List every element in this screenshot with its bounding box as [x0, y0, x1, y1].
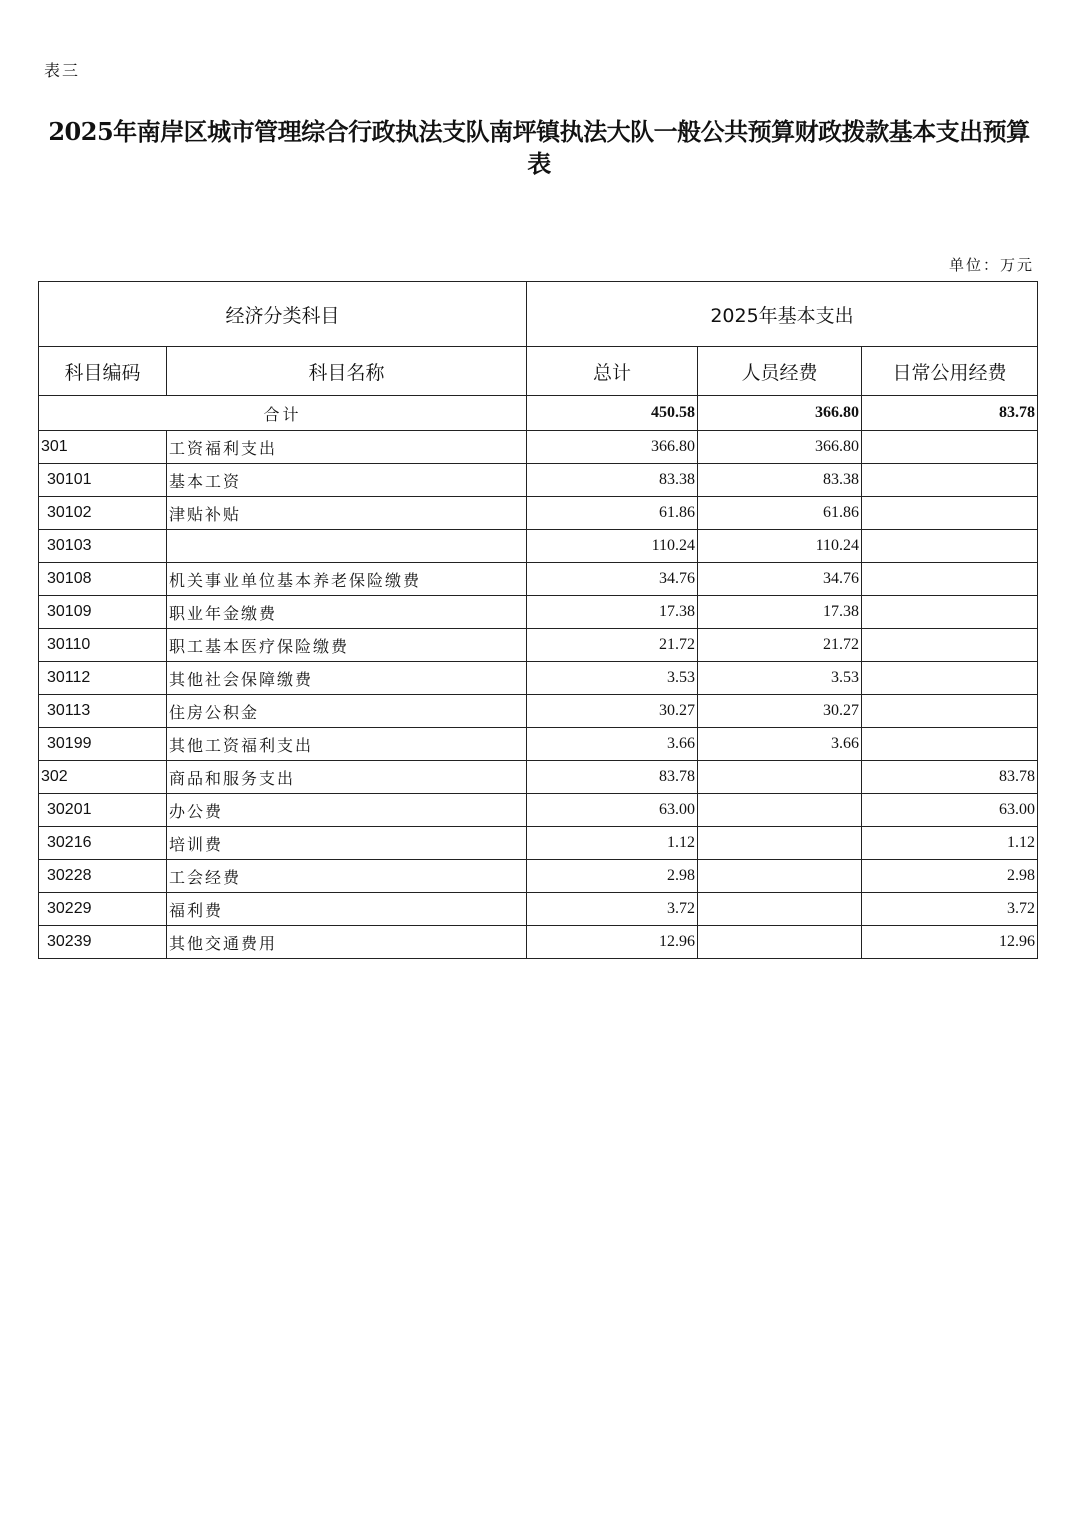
total-cell: 12.96: [527, 926, 698, 959]
public-expense-cell: [862, 530, 1038, 563]
subject-name-cell: 其他社会保障缴费: [167, 662, 527, 695]
document-title: 2025年南岸区城市管理综合行政执法支队南坪镇执法大队一般公共预算财政拨款基本支出预算表: [48, 117, 1030, 178]
public-expense-cell: 12.96: [862, 926, 1038, 959]
table-row: [39, 596, 1038, 629]
subject-name-cell: [167, 530, 527, 563]
table-number-label: 表三: [44, 61, 81, 80]
table-row: [39, 761, 1038, 794]
total-cell: 61.86: [527, 497, 698, 530]
header-subject-name: 科目名称: [167, 347, 527, 396]
subject-code-cell: 302: [39, 761, 167, 794]
public-expense-cell: [862, 497, 1038, 530]
subject-code-cell: 30229: [39, 893, 167, 926]
personnel-expense-cell: 61.86: [698, 497, 862, 530]
total-cell: 21.72: [527, 629, 698, 662]
personnel-expense-cell: 366.80: [698, 431, 862, 464]
personnel-expense-cell: 3.66: [698, 728, 862, 761]
table-row: [39, 464, 1038, 497]
public-expense-cell: 2.98: [862, 860, 1038, 893]
subject-code-cell: 30112: [39, 662, 167, 695]
total-sum: 450.58: [527, 396, 698, 431]
personnel-expense-cell: 21.72: [698, 629, 862, 662]
personnel-expense-cell: [698, 860, 862, 893]
public-expense-cell: [862, 563, 1038, 596]
total-cell: 110.24: [527, 530, 698, 563]
public-expense-cell: 63.00: [862, 794, 1038, 827]
total-cell: 3.53: [527, 662, 698, 695]
table-row: [39, 893, 1038, 926]
table-row: [39, 662, 1038, 695]
unit-label: 单位：万元: [948, 256, 1034, 274]
public-expense-cell: [862, 695, 1038, 728]
subject-name-cell: 基本工资: [167, 464, 527, 497]
table-row: [39, 860, 1038, 893]
public-expense-cell: [862, 464, 1038, 497]
header-subject-code: 科目编码: [39, 347, 167, 396]
subject-code-cell: 30110: [39, 629, 167, 662]
public-expense-cell: 1.12: [862, 827, 1038, 860]
header-economic-classification: 经济分类科目: [39, 282, 527, 347]
total-cell: 83.38: [527, 464, 698, 497]
public-expense-cell: [862, 629, 1038, 662]
subject-code-cell: 30101: [39, 464, 167, 497]
public-expense-cell: [862, 431, 1038, 464]
total-personnel: 366.80: [698, 396, 862, 431]
personnel-expense-cell: [698, 827, 862, 860]
table-row: [39, 794, 1038, 827]
public-expense-cell: [862, 662, 1038, 695]
table-row: [39, 497, 1038, 530]
subject-code-cell: 30239: [39, 926, 167, 959]
subject-name-cell: 工资福利支出: [167, 431, 527, 464]
total-cell: 30.27: [527, 695, 698, 728]
subject-name-cell: 住房公积金: [167, 695, 527, 728]
subject-code-cell: 30199: [39, 728, 167, 761]
table-row: [39, 563, 1038, 596]
subject-name-cell: 职工基本医疗保险缴费: [167, 629, 527, 662]
public-expense-cell: [862, 596, 1038, 629]
subject-code-cell: 30103: [39, 530, 167, 563]
total-cell: 366.80: [527, 431, 698, 464]
subject-code-cell: 30109: [39, 596, 167, 629]
subject-name-cell: 办公费: [167, 794, 527, 827]
public-expense-cell: 3.72: [862, 893, 1038, 926]
table-row: [39, 431, 1038, 464]
personnel-expense-cell: [698, 926, 862, 959]
header-public-expense: 日常公用经费: [862, 347, 1038, 396]
subject-name-cell: 职业年金缴费: [167, 596, 527, 629]
subject-code-cell: 30113: [39, 695, 167, 728]
personnel-expense-cell: [698, 794, 862, 827]
personnel-expense-cell: 110.24: [698, 530, 862, 563]
subject-code-cell: 30228: [39, 860, 167, 893]
header-row-columns: [39, 347, 1038, 396]
subject-code-cell: 301: [39, 431, 167, 464]
subject-name-cell: 其他工资福利支出: [167, 728, 527, 761]
header-total: 总计: [527, 347, 698, 396]
subject-name-cell: 商品和服务支出: [167, 761, 527, 794]
subject-name-cell: 机关事业单位基本养老保险缴费: [167, 563, 527, 596]
header-row-group: [39, 282, 1038, 347]
table-row: [39, 530, 1038, 563]
total-cell: 83.78: [527, 761, 698, 794]
total-row: [39, 396, 1038, 431]
personnel-expense-cell: [698, 761, 862, 794]
total-cell: 2.98: [527, 860, 698, 893]
personnel-expense-cell: 34.76: [698, 563, 862, 596]
subject-code-cell: 30201: [39, 794, 167, 827]
total-cell: 34.76: [527, 563, 698, 596]
budget-table: [38, 281, 1038, 959]
table-row: [39, 827, 1038, 860]
subject-name-cell: 其他交通费用: [167, 926, 527, 959]
table-row: [39, 695, 1038, 728]
subject-code-cell: 30108: [39, 563, 167, 596]
total-cell: 63.00: [527, 794, 698, 827]
table-row: [39, 629, 1038, 662]
total-cell: 1.12: [527, 827, 698, 860]
personnel-expense-cell: 30.27: [698, 695, 862, 728]
total-public: 83.78: [862, 396, 1038, 431]
personnel-expense-cell: 17.38: [698, 596, 862, 629]
public-expense-cell: 83.78: [862, 761, 1038, 794]
total-cell: 17.38: [527, 596, 698, 629]
header-basic-expenditure: 2025年基本支出: [527, 282, 1038, 347]
subject-name-cell: 培训费: [167, 827, 527, 860]
header-personnel-expense: 人员经费: [698, 347, 862, 396]
personnel-expense-cell: [698, 893, 862, 926]
subject-name-cell: 津贴补贴: [167, 497, 527, 530]
subject-name-cell: 福利费: [167, 893, 527, 926]
personnel-expense-cell: 83.38: [698, 464, 862, 497]
total-cell: 3.66: [527, 728, 698, 761]
personnel-expense-cell: 3.53: [698, 662, 862, 695]
total-cell: 3.72: [527, 893, 698, 926]
subject-code-cell: 30216: [39, 827, 167, 860]
total-label: 合计: [39, 396, 527, 431]
table-row: [39, 926, 1038, 959]
subject-name-cell: 工会经费: [167, 860, 527, 893]
public-expense-cell: [862, 728, 1038, 761]
table-row: [39, 728, 1038, 761]
subject-code-cell: 30102: [39, 497, 167, 530]
